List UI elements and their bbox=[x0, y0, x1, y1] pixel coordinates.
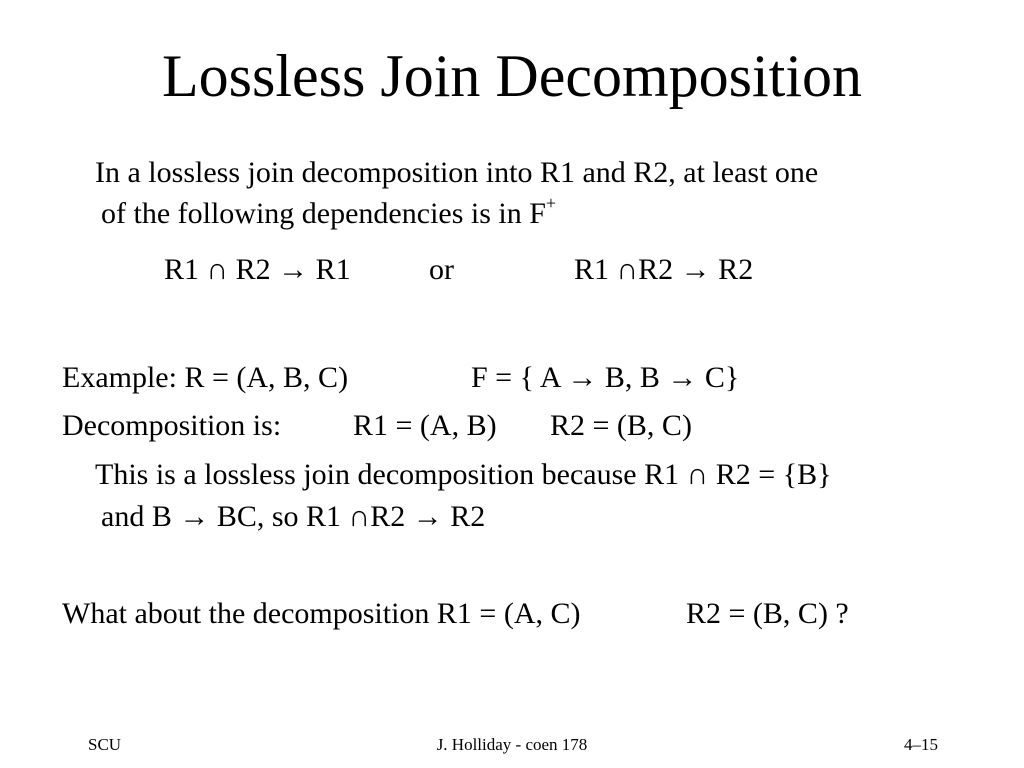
decomposition-label: Decomposition is: bbox=[62, 409, 282, 442]
explanation-line-1: This is a lossless join decomposition because R1 ∩ R2 = {B} bbox=[95, 458, 832, 491]
example-fds: F = { A → B, B → C} bbox=[471, 361, 740, 394]
footer-left: SCU bbox=[88, 735, 122, 754]
question-label: What about the decomposition R1 = (A, C) bbox=[62, 597, 581, 630]
slide-title: Lossless Join Decomposition bbox=[162, 43, 862, 109]
question-r2: R2 = (B, C) ? bbox=[686, 597, 849, 630]
decomposition-r1: R1 = (A, B) bbox=[353, 409, 497, 442]
footer-page-number: 4–15 bbox=[904, 735, 938, 754]
explanation-line-2: and B → BC, so R1 ∩R2 → R2 bbox=[101, 500, 486, 533]
footer-center: J. Holliday - coen 178 bbox=[436, 735, 588, 754]
closure-superscript: + bbox=[545, 193, 557, 213]
intro-line-2-text: of the following dependencies is in F bbox=[101, 197, 546, 230]
decomposition-r2: R2 = (B, C) bbox=[550, 409, 692, 442]
dependency-second: R1 ∩R2 → R2 bbox=[574, 253, 754, 286]
intro-line-2 bbox=[101, 194, 556, 234]
intro-line-1: In a lossless join decomposition into R1 and R2, at least one bbox=[95, 156, 819, 189]
example-label: Example: R = (A, B, C) bbox=[62, 361, 349, 394]
dependency-connector: or bbox=[429, 253, 454, 286]
dependency-first: R1 ∩ R2 → R1 bbox=[164, 253, 351, 286]
